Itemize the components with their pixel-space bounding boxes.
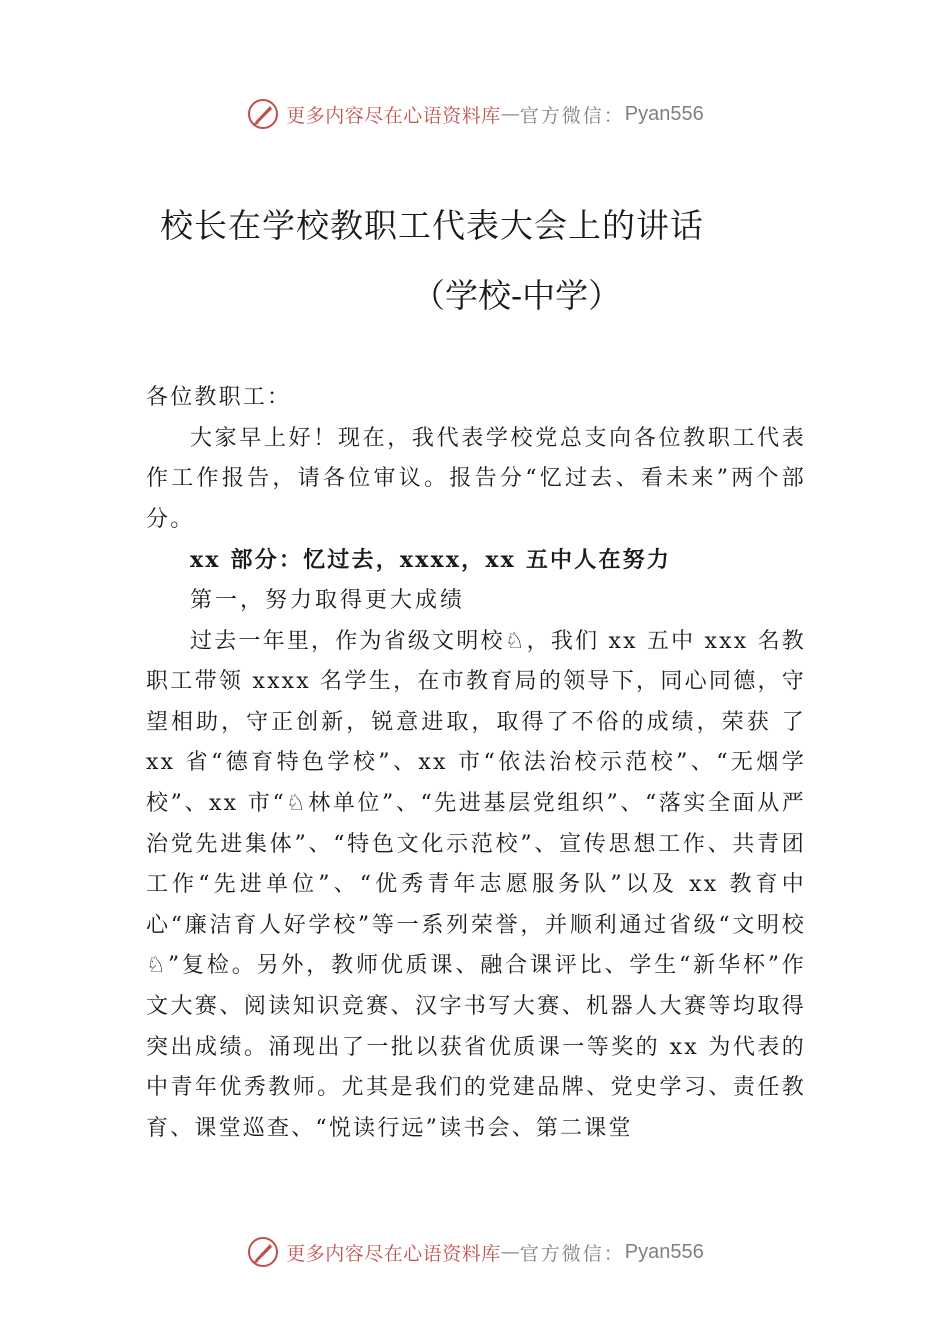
- banner-wechat-id: Pyan556: [624, 1240, 704, 1263]
- banner-wechat-id: Pyan556: [624, 102, 704, 125]
- document-body: [146, 378, 806, 1149]
- intro-paragraph: 大家早上好！现在，我代表学校党总支向各位教职工代表作工作报告，请各位审议。报告分“忆过去、看未来”两个部分。: [146, 425, 806, 532]
- sub-heading: 第一，努力取得更大成绩: [190, 587, 466, 613]
- section-heading: xx 部分：忆过去，xxxx，xx 五中人在努力: [190, 547, 672, 574]
- document-subtitle: （学校-中学）: [412, 276, 622, 315]
- banner-wechat-label: 官方微信：: [519, 104, 625, 127]
- quill-logo-icon: [246, 97, 280, 131]
- banner-separator: —: [500, 1241, 520, 1263]
- quill-logo-icon: [246, 1235, 280, 1269]
- achievements-paragraph: 过去一年里，作为省级文明校♘，我们 xx 五中 xxx 名教职工带领 xxxx 名学生，在市教育局的领导下，同心同德，守望相助，守正创新，锐意进取，取得了不俗的成绩，荣获 了 xx 省“德育特色学校”、xx 市“依法治校示范校”、“无烟学校”、xx 市“♘林单位”、“先进基层党组织”、“落实全面从严治党先进集体”、“特色文化示范校”、宣传思想工作、共青团工作“先进单位”、“优秀青年志愿服务队”以及 xx 教育中心“廉洁育人好学校”等一系列荣誉，并顺利通过省级“文明校♘”复检。另外，教师优质课、融合课评比、学生“新华杯”作文大赛、阅读知识竞赛、汉字书写大赛、机器人大赛等均取得突出成绩。涌现出了一批以获省优质课一等奖的 xx 为代表的中青年优秀教师。尤其是我们的党建品牌、党史学习、责任教育、课堂巡查、“悦读行远”读书会、第二课堂: [146, 628, 806, 1141]
- greeting: 各位教职工：: [146, 385, 292, 410]
- banner-slogan: 更多内容尽在心语资料库: [286, 104, 501, 127]
- banner-wechat-label: 官方微信：: [519, 1242, 625, 1265]
- banner-separator: —: [500, 103, 520, 125]
- footer-watermark-banner: [0, 1232, 950, 1272]
- header-watermark-banner: [0, 94, 950, 134]
- document-title: 校长在学校教职工代表大会上的讲话: [160, 206, 704, 245]
- banner-slogan: 更多内容尽在心语资料库: [286, 1242, 501, 1265]
